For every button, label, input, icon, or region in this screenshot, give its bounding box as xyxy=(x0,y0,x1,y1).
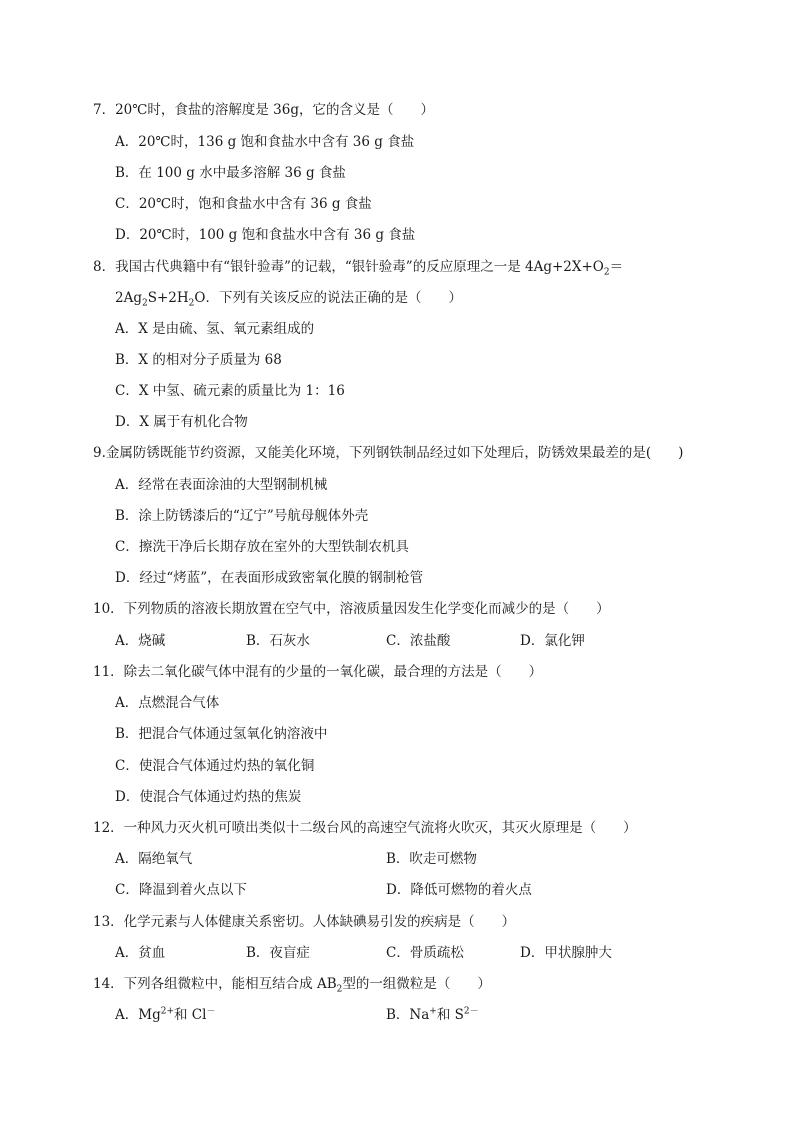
subscript: 2 xyxy=(336,984,343,995)
question-10-option-c: C．浓盐酸 xyxy=(386,633,451,649)
question-14-stem xyxy=(93,975,491,993)
question-13-option-a: A．贫血 xyxy=(115,945,166,961)
question-7-option-a: A．20℃时，136 g 饱和食盐水中含有 36 g 食盐 xyxy=(115,134,415,150)
question-13-option-c: C．骨质疏松 xyxy=(386,945,464,961)
question-12-stem: 12．一种风力灭火机可喷出类似十二级台风的高速空气流将火吹灭，其灭火原理是（ ） xyxy=(93,820,637,836)
question-11-option-c: C．使混合气体通过灼热的氧化铜 xyxy=(115,758,315,774)
question-7-option-c: C．20℃时，饱和食盐水中含有 36 g 食盐 xyxy=(115,196,372,212)
superscript: + xyxy=(429,1006,437,1017)
question-9-stem: 9.金属防锈既能节约资源，又能美化环境，下列钢铁制品经过如下处理后，防锈效果最差的是( ) xyxy=(93,445,684,461)
superscript: 2－ xyxy=(463,1006,479,1017)
question-8-stem-line1 xyxy=(93,258,623,276)
question-12-option-d: D．降低可燃物的着火点 xyxy=(386,882,532,898)
superscript: 2+ xyxy=(160,1006,174,1017)
question-14-option-a xyxy=(115,1006,215,1024)
question-12-option-c: C．降温到着火点以下 xyxy=(115,882,247,898)
option-text: 和 Cl xyxy=(174,1007,207,1023)
stem-text: 14．下列各组微粒中，能相互结合成 AB xyxy=(93,976,337,992)
question-12-option-a: A．隔绝氧气 xyxy=(115,851,193,867)
question-11-option-b: B．把混合气体通过氢氧化钠溶液中 xyxy=(115,726,328,742)
option-text: A．Mg xyxy=(115,1007,161,1023)
question-8-option-b: B．X 的相对分子质量为 68 xyxy=(115,352,282,368)
question-14-option-b xyxy=(386,1006,479,1024)
question-8-option-c: C．X 中氢、硫元素的质量比为 1：16 xyxy=(115,383,345,399)
question-8-option-d: D．X 属于有机化合物 xyxy=(115,414,248,430)
question-10-option-d: D．氯化钾 xyxy=(520,633,585,649)
stem-text: ＝ xyxy=(609,259,624,275)
question-8-option-a: A．X 是由硫、氢、氧元素组成的 xyxy=(115,321,315,337)
question-7-option-d: D．20℃时，100 g 饱和食盐水中含有 36 g 食盐 xyxy=(115,227,416,243)
question-12-option-b: B．吹走可燃物 xyxy=(386,851,477,867)
question-13-option-d: D．甲状腺肿大 xyxy=(520,945,612,961)
question-10-option-a: A．烧碱 xyxy=(115,633,166,649)
stem-text: 8．我国古代典籍中有“银针验毒”的记载，“银针验毒”的反应原理之一是 4Ag+2X+O xyxy=(93,259,604,275)
question-8-stem-line2 xyxy=(115,289,462,307)
superscript: － xyxy=(206,1006,216,1017)
question-9-option-a: A．经常在表面涂油的大型钢制机械 xyxy=(115,477,328,493)
question-9-option-b: B．涂上防锈漆后的“辽宁”号航母舰体外壳 xyxy=(115,508,369,524)
question-7-stem: 7．20℃时，食盐的溶解度是 36g，它的含义是（ ） xyxy=(93,102,434,118)
stem-text: O．下列有关该反应的说法正确的是（ ） xyxy=(194,290,462,306)
stem-text: 2Ag xyxy=(115,290,142,306)
question-13-option-b: B．夜盲症 xyxy=(246,945,310,961)
question-11-option-a: A．点燃混合气体 xyxy=(115,695,220,711)
question-9-option-c: C．擦洗干净后长期存放在室外的大型铁制农机具 xyxy=(115,539,409,555)
subscript: 2 xyxy=(188,298,195,309)
stem-text: 型的一组微粒是（ ） xyxy=(342,976,491,992)
question-10-stem: 10．下列物质的溶液长期放置在空气中，溶液质量因发生化学变化而减少的是（ ） xyxy=(93,601,610,617)
option-text: B．Na xyxy=(386,1007,430,1023)
stem-text: S+2H xyxy=(147,290,189,306)
question-9-option-d: D．经过“烤蓝”，在表面形成致密氧化膜的钢制枪管 xyxy=(115,570,424,586)
question-11-option-d: D．使混合气体通过灼热的焦炭 xyxy=(115,789,302,805)
question-10-option-b: B．石灰水 xyxy=(246,633,310,649)
subscript: 2 xyxy=(141,298,148,309)
question-7-option-b: B．在 100 g 水中最多溶解 36 g 食盐 xyxy=(115,165,346,181)
question-11-stem: 11．除去二氧化碳气体中混有的少量的一氧化碳，最合理的方法是（ ） xyxy=(93,664,543,680)
option-text: 和 S xyxy=(436,1007,464,1023)
question-13-stem: 13．化学元素与人体健康关系密切。人体缺碘易引发的疾病是（ ） xyxy=(93,914,516,930)
subscript: 2 xyxy=(603,267,610,278)
